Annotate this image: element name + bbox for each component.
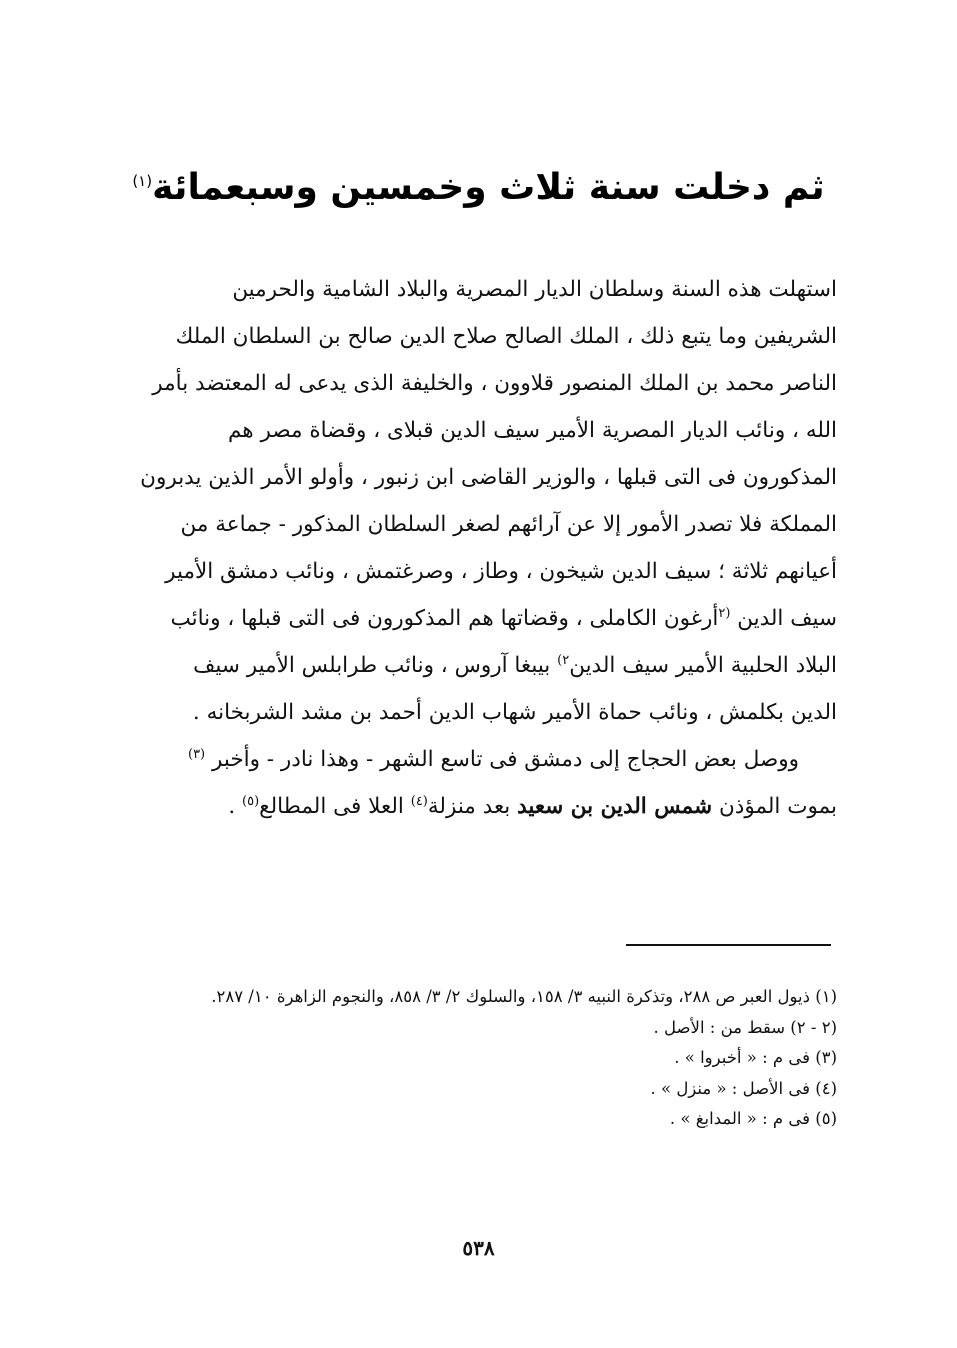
text-line bbox=[120, 595, 837, 642]
text-segment: بموت المؤذن bbox=[718, 794, 837, 819]
text-line bbox=[120, 783, 837, 830]
heading-text: ثم دخلت سنة ثلاث وخمسين وسبعمائة bbox=[152, 167, 825, 209]
text-line: استهلت هذه السنة وسلطان الديار المصرية والبلاد الشامية والحرمين bbox=[232, 277, 837, 302]
text-line: الناصر محمد بن الملك المنصور قلاوون ، والخليفة الذى يدعى له المعتضد بأمر bbox=[152, 371, 837, 396]
footnotes bbox=[120, 982, 837, 1135]
footnote-item: (١) ذيول العبر ص ٢٨٨، وتذكرة النبيه ٣/ ١٥٨، والسلوك ٢/ ٣/ ٨٥٨، والنجوم الزاهرة ١٠/ ٢٨٧. bbox=[211, 987, 837, 1006]
paragraph-1 bbox=[120, 266, 837, 736]
chapter-heading bbox=[120, 156, 837, 213]
page-number: ٥٣٨ bbox=[462, 1236, 495, 1260]
heading-footnote-mark: (١) bbox=[132, 172, 153, 191]
text-segment: البلاد الحلبية الأمير سيف الدين bbox=[569, 653, 837, 678]
text-line: المذكورون فى التى قبلها ، والوزير القاضى ابن زنبور ، وأولو الأمر الذين يدبرون bbox=[140, 465, 837, 490]
footnote-item: (٥) فى م : « المدابغ » . bbox=[669, 1109, 837, 1128]
paragraph-2 bbox=[120, 736, 837, 783]
text-segment: بيبغا آروس ، ونائب طرابلس الأمير سيف bbox=[193, 653, 551, 678]
text-segment: . bbox=[228, 794, 236, 819]
footnote-item: (٤) فى الأصل : « منزل » . bbox=[650, 1078, 837, 1098]
text-segment: بعد منزلة bbox=[427, 794, 511, 819]
text-line bbox=[120, 736, 837, 783]
text-line: الشريفين وما يتبع ذلك ، الملك الصالح صلاح الدين صالح بن السلطان الملك bbox=[175, 324, 837, 349]
main-text bbox=[120, 266, 837, 830]
text-line: أعيانهم ثلاثة ؛ سيف الدين شيخون ، وطاز ، وصرغتمش ، ونائب دمشق الأمير bbox=[165, 559, 837, 584]
text-line: الله ، ونائب الديار المصرية الأمير سيف الدين قبلاى ، وقضاة مصر هم bbox=[227, 418, 837, 443]
text-segment: سيف الدين bbox=[737, 606, 837, 631]
text-line: الدين بكلمش ، ونائب حماة الأمير شهاب الدين أحمد بن مشد الشربخانه . bbox=[192, 700, 837, 725]
footnote-item: (٢ - ٢) سقط من : الأصل . bbox=[653, 1017, 837, 1037]
text-line: المملكة فلا تصدر الأمور إلا عن آرائهم لصغر السلطان المذكور - جماعة من bbox=[180, 512, 837, 537]
person-name: شمس الدين بن سعيد bbox=[517, 794, 713, 819]
footnote-mark: (٣) bbox=[187, 746, 206, 762]
text-segment: العلا فى المطالع bbox=[259, 794, 404, 819]
text-line bbox=[120, 642, 837, 689]
footnote-divider bbox=[626, 944, 831, 946]
text-segment: ووصل بعض الحجاج إلى دمشق فى تاسع الشهر - وهذا نادر - وأخبر bbox=[211, 747, 799, 772]
text-segment: أرغون الكاملى ، وقضاتها هم المذكورون فى التى قبلها ، ونائب bbox=[170, 606, 719, 631]
footnote-mark: (٢ bbox=[718, 605, 731, 621]
footnote-mark: ٢) bbox=[557, 652, 570, 668]
footnote-mark: (٥) bbox=[242, 793, 260, 809]
footnote-item: (٣) فى م : « أخبروا » . bbox=[674, 1048, 837, 1067]
footnote-mark: (٤) bbox=[410, 793, 428, 809]
